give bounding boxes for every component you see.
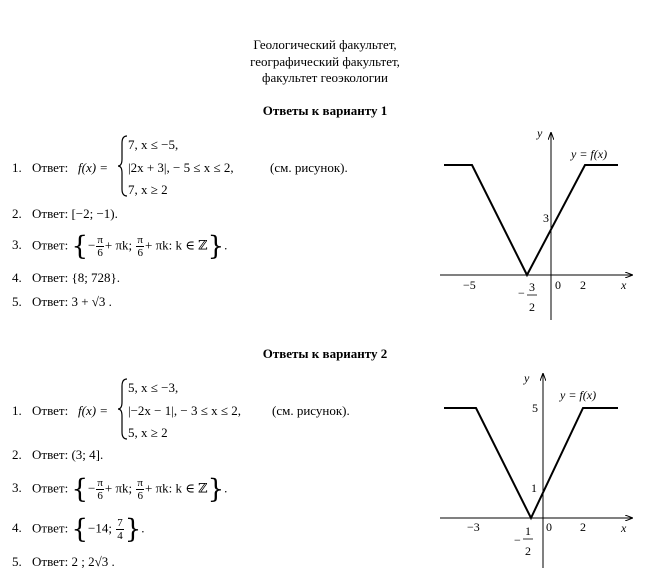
vertex-sign: − bbox=[518, 286, 525, 300]
case-2: |−2x − 1|, − 3 ≤ x ≤ 2, bbox=[128, 403, 241, 418]
term: + πk: k ∈ ℤ bbox=[144, 237, 208, 253]
case-2: |2x + 3|, − 5 ≤ x ≤ 2, bbox=[128, 160, 234, 175]
tick-label-neg: −3 bbox=[467, 520, 480, 534]
case-1: 5, x ≤ −3, bbox=[128, 380, 179, 395]
variant2-graph bbox=[440, 368, 640, 573]
vertex-num: 3 bbox=[529, 280, 535, 294]
answer-tail: (см. рисунок). bbox=[270, 160, 348, 175]
function-label: y = f(x) bbox=[560, 388, 597, 402]
tick-label-pos: 2 bbox=[580, 278, 586, 292]
sign: − bbox=[88, 480, 96, 496]
answer-label: Ответ: bbox=[32, 294, 69, 309]
vertex-den: 2 bbox=[525, 544, 531, 558]
tick-label-y: 3 bbox=[543, 211, 549, 225]
variant2-answer-2 bbox=[12, 447, 103, 463]
case-3: 5, x ≥ 2 bbox=[128, 425, 168, 440]
fraction: $\frac{\pi}{6}$ bbox=[137, 234, 143, 259]
function-def: f(x) = bbox=[78, 403, 109, 418]
left-curly-icon: { bbox=[71, 514, 88, 545]
answer-value: 2 ; 2√3 . bbox=[71, 554, 115, 569]
answer-number: 4. bbox=[12, 270, 22, 285]
case-1: 7, x ≤ −5, bbox=[128, 137, 179, 152]
variant1-graph bbox=[440, 125, 640, 325]
x-axis-label: x bbox=[621, 521, 627, 535]
variant2-answer-3: 3. Ответ: {− $\frac{\pi}{6}$ + πk; $\frac{\pi}{6}$ + πk: k ∈ ℤ}. bbox=[12, 474, 228, 505]
tick-label-neg: −5 bbox=[463, 278, 476, 292]
answer-value: [−2; −1). bbox=[71, 206, 118, 221]
fraction: $\frac{\pi}{6}$ bbox=[137, 477, 143, 502]
fraction: $\frac{\pi}{6}$ bbox=[97, 234, 103, 259]
right-curly-icon: } bbox=[207, 474, 225, 505]
answer-label: Ответ: bbox=[32, 554, 69, 569]
right-curly-icon: } bbox=[207, 231, 225, 262]
sign: − bbox=[88, 237, 96, 253]
answer-number: 2. bbox=[12, 447, 22, 462]
answer-number: 2. bbox=[12, 206, 22, 221]
answer-value: {8; 728}. bbox=[71, 270, 121, 285]
tick-label-y1: 1 bbox=[531, 481, 537, 495]
answer-label: Ответ: bbox=[32, 520, 69, 536]
variant1-answer-2 bbox=[12, 206, 118, 222]
x-axis-label: x bbox=[621, 278, 627, 292]
tick-label-zero: 0 bbox=[546, 520, 552, 534]
answer-number: 3. bbox=[12, 480, 22, 496]
function-label: y = f(x) bbox=[571, 147, 608, 161]
tick-label-y5: 5 bbox=[532, 401, 538, 415]
term: + πk; bbox=[104, 480, 133, 496]
left-brace-icon bbox=[118, 378, 128, 440]
answer-value: 3 + √3 . bbox=[71, 294, 112, 309]
fraction: $\frac{\pi}{6}$ bbox=[97, 477, 103, 502]
answer-label: Ответ: bbox=[32, 480, 69, 496]
answer-value: (3; 4]. bbox=[71, 447, 104, 462]
left-curly-icon: { bbox=[71, 231, 88, 262]
term: + πk; bbox=[104, 237, 133, 253]
variant2-title: Ответы к варианту 2 bbox=[262, 346, 388, 361]
tick-label-zero: 0 bbox=[555, 278, 561, 292]
answer-label: Ответ: bbox=[32, 447, 69, 462]
answer-number: 3. bbox=[12, 237, 22, 253]
header-line-2: географический факультет, bbox=[250, 54, 400, 69]
answer-label: Ответ: bbox=[32, 160, 69, 175]
term: + πk: k ∈ ℤ bbox=[144, 480, 208, 496]
answer-number: 5. bbox=[12, 294, 22, 309]
vertex-den: 2 bbox=[529, 300, 535, 314]
variant2-answer-4: 4. Ответ: {−14; $\frac{7}{4}$ }. bbox=[12, 514, 145, 545]
y-axis-label: y bbox=[537, 126, 543, 140]
variant1-answer-3: 3. Ответ: {− $\frac{\pi}{6}$ + πk; $\frac{\pi}{6}$ + πk: k ∈ ℤ}. bbox=[12, 231, 228, 262]
vertex-sign: − bbox=[514, 533, 521, 547]
header-line-3: факультет геоэкологии bbox=[262, 70, 388, 85]
variant1-answer-5 bbox=[12, 294, 112, 310]
answer-label: Ответ: bbox=[32, 403, 69, 418]
answer-label: Ответ: bbox=[32, 237, 69, 253]
answer-number: 1. bbox=[12, 160, 22, 175]
variant1-title: Ответы к варианту 1 bbox=[262, 103, 388, 118]
left-brace-icon bbox=[118, 135, 128, 197]
function-def: f(x) = bbox=[78, 160, 109, 175]
left-curly-icon: { bbox=[71, 474, 88, 505]
variant1-answer-4 bbox=[12, 270, 120, 286]
y-axis-label: y bbox=[524, 371, 530, 385]
answer-label: Ответ: bbox=[32, 270, 69, 285]
answer-number: 1. bbox=[12, 403, 22, 418]
fraction: $\frac{7}{4}$ bbox=[117, 517, 123, 542]
header-line-1: Геологический факультет, bbox=[253, 37, 397, 52]
tick-label-pos: 2 bbox=[580, 520, 586, 534]
answer-label: Ответ: bbox=[32, 206, 69, 221]
case-3: 7, x ≥ 2 bbox=[128, 182, 168, 197]
answer-tail: (см. рисунок). bbox=[272, 403, 350, 418]
function-curve bbox=[444, 165, 618, 275]
vertex-num: 1 bbox=[525, 524, 531, 538]
variant2-answer-5 bbox=[12, 554, 115, 570]
right-curly-icon: } bbox=[124, 514, 142, 545]
answer-number: 5. bbox=[12, 554, 22, 569]
term: −14; bbox=[88, 520, 112, 536]
answer-number: 4. bbox=[12, 520, 22, 536]
function-curve bbox=[444, 408, 618, 518]
